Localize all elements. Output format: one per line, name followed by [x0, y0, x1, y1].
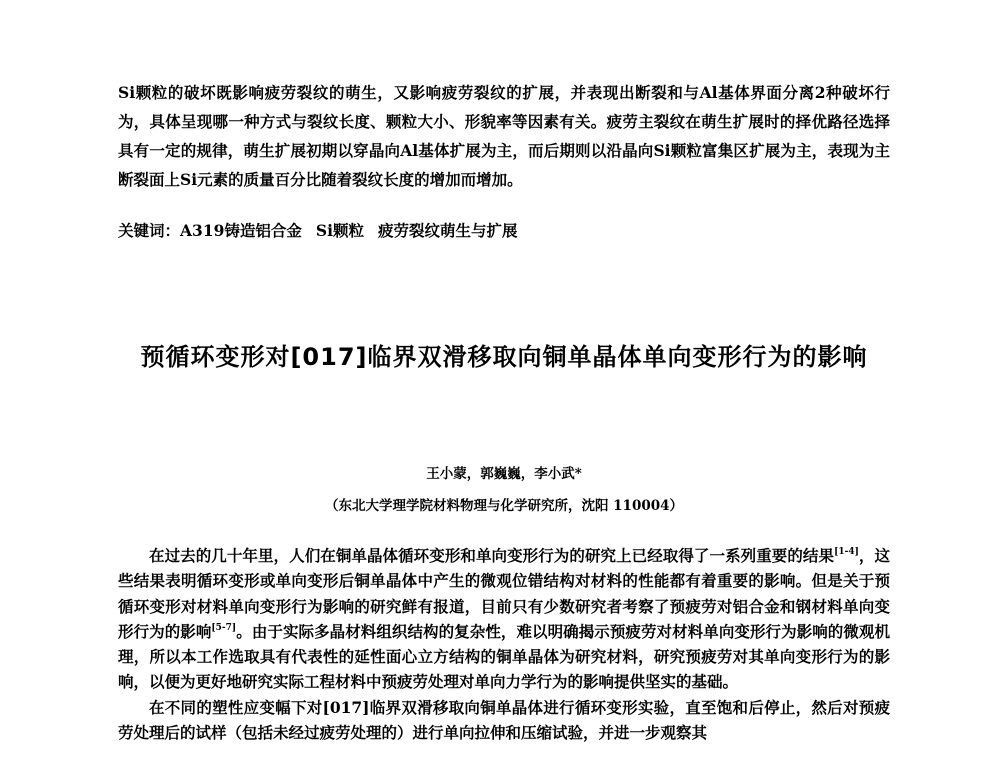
paragraph-text: 。由于实际多晶材料组织结构的复杂性，难以明确揭示预疲劳对材料单向变形行为影响的微观机理，所以本工作选取具有代表性的延性面心立方结构的铜单晶体为研究材料，研究预疲劳对其单向变形行为的影响，以便为更好地研究实际工程材料中预疲劳处理对单向力学行为的影响提供坚实的基础。: [118, 621, 890, 692]
affiliation: （东北大学理学院材料物理与化学研究所，沈阳 110004）: [324, 498, 684, 514]
body-paragraph: [118, 543, 890, 695]
keyword-item: Si颗粒: [315, 221, 364, 240]
keyword-item: A319铸造铝合金: [180, 221, 302, 240]
keywords-line: [118, 216, 890, 245]
body-paragraph: 在不同的塑性应变幅下对[017]临界双滑移取向铜单晶体进行循环变形实验，直至饱和后停止，然后对预疲劳处理后的试样（包括未经过疲劳处理的）进行单向拉伸和压缩试验，并进一步观察其: [118, 697, 890, 743]
keyword-item: 疲劳裂纹萌生与扩展: [378, 221, 518, 240]
paragraph-text: ，这些结果表明循环变形或单向变形后铜单晶体中产生的微观位错结构对材料的性能都有着重要的影响。但是关于预循环变形对材料单向变形行为影响的研究鲜有报道，目前只有少数研究者考察了预疲劳对铝合金和钢材料单向变形行为的影响: [118, 546, 890, 641]
body-text: [118, 543, 890, 745]
author-list: 王小蒙，郭巍巍，李小武*: [426, 466, 582, 482]
paper-title: 预循环变形对[017]临界双滑移取向铜单晶体单向变形行为的影响: [140, 343, 868, 371]
abstract-tail-paragraph: Si颗粒的破坏既影响疲劳裂纹的萌生，又影响疲劳裂纹的扩展，并表现出断裂和与Al基体界面分离2种破坏行为，具体呈现哪一种方式与裂纹长度、颗粒大小、形貌率等因素有关。疲劳主裂纹在萌生扩展时的择优路径选择具有一定的规律，萌生扩展初期以穿晶向Al基体扩展为主，而后期则以沿晶向Si颗粒富集区扩展为主，表现为主断裂面上Si元素的质量百分比随着裂纹长度的增加而增加。: [118, 83, 890, 189]
citation-ref: [5-7]: [211, 622, 237, 633]
keywords-label: 关键词：: [118, 221, 181, 240]
paragraph-text: 在过去的几十年里，人们在铜单晶体循环变形和单向变形行为的研究上已经取得了一系列重要的结果: [149, 546, 835, 565]
citation-ref: [1-4]: [834, 547, 859, 557]
